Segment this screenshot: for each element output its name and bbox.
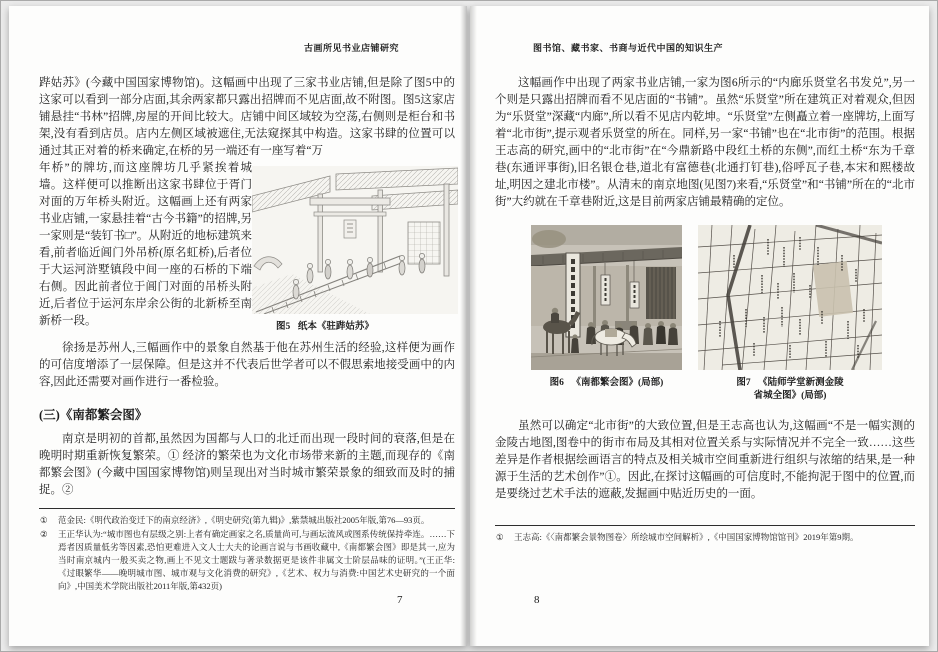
figure-5	[252, 166, 458, 334]
footnote-text: 王志高:《〈南都繁会景物图卷〉所绘城市空间解析》,《中国国家博物馆馆刊》2019年第9期。	[514, 532, 859, 542]
figure5-title: 纸本《驻跸姑苏》	[297, 322, 374, 332]
footnote-divider	[39, 508, 455, 509]
right-page	[470, 6, 929, 646]
page-number-7: 7	[397, 594, 403, 606]
paragraph-location: 虽然可以确定“北市街”的大致位置,但是王志高也认为,这幅画“不是一幅实测的金陵古地图,图卷中的街市布局及其相对位置关系与实际情况并不完全一致……这些差异是作者根据绘画语言的特点及相关城市空间重新进行组织与浓缩的结果,是一种源于生活的艺术创作”①。因此,在探讨这幅画的可信度时,不能拘泥于图中的位置,而是要绕过艺术手法的遮蔽,发掘画中贴近历史的一面。	[495, 420, 915, 500]
paragraph-beside-figure: 年桥”的牌坊,而这座牌坊几乎紧挨着城墙。这样便可以推断出这家书肆位于胥门对面的万年桥头附近。这幅画上还有两家书业店铺,一家悬挂着“古今书籍”的招牌,另一家则是“装钉书□”。从附近的地标建筑来看,前者临近阊门外吊桥(原名虹桥),后者位于大运河浒墅镇段中间一座的石桥的下端右侧。因此前者位于阊门对面的吊桥头附近,后者位于运河东岸余公街的北新桥至南新桥一段。	[39, 162, 252, 327]
figure5-caption	[252, 321, 458, 334]
section-heading: (三)《南都繁会图》	[39, 408, 148, 422]
running-head-left: 古画所见书业店铺研究	[303, 43, 399, 53]
paragraph-two-shops: 这幅画作中出现了两家书业店铺,一家为图6所示的“内廊乐贤堂名书发兑”,另一个则是只露出招牌而看不见店面的“书铺”。虽然“乐贤堂”所在建筑正对着观众,但因为“乐贤堂”深藏“内廊”,所以看不见店内乾坤。“乐贤堂”左侧矗立着一座牌坊,上面写着“北市街”,提示观者乐贤堂的所在。同样,另一家“书铺”也在“北市街”的范围。根据王志高的研究,画中的“北市街”在“今鼎新路中段红土桥的东侧”,而红土桥“东为千章巷(东通评事街),旧名银仓巷,道北有富德巷(北通打钉巷),俗呼瓦子巷,本宋和熙楼故址,明因之建北市楼”。从清末的南京地图(见图7)来看,“乐贤堂”和“书铺”所在的“北市街”大约就在千章巷附近,这是目前两家店铺最精确的定位。	[495, 77, 915, 208]
footnote-1	[495, 531, 915, 544]
figure6-title: 《南都繁会图》(局部)	[571, 378, 664, 388]
figure6-label: 图6	[549, 378, 564, 388]
figure-7	[698, 225, 882, 403]
figures-row	[531, 225, 915, 403]
figure6-caption	[531, 377, 682, 390]
figure6-painting-image	[531, 225, 682, 370]
figure5-engraving-image	[252, 166, 458, 314]
figure7-title-line1: 《陆师学堂新测金陵	[758, 378, 844, 388]
figure7-caption	[698, 377, 882, 403]
paragraph-nanjing: 南京是明初的首都,虽然因为国都与人口的北迁而出现一段时间的衰落,但是在晚明时期重新恢复繁荣。① 经济的繁荣也为文化市场带来新的主题,而现存的《南都繁会图》(今藏中国国家博物馆)则呈现出对当时城市繁荣景象的细致而及时的捕捉。②	[39, 433, 455, 496]
footnote-divider	[495, 525, 915, 526]
page-number-8: 8	[534, 594, 540, 606]
footnote-1	[39, 514, 455, 527]
footnote-marker: ①	[496, 532, 504, 542]
figure-6	[531, 225, 682, 403]
footnote-marker: ①	[40, 515, 48, 525]
footnote-marker: ②	[40, 529, 48, 539]
figure7-label: 图7	[736, 378, 751, 388]
left-page	[9, 6, 467, 646]
running-head-right: 图书馆、藏书家、书商与近代中国的知识生产	[533, 43, 724, 53]
figure7-map-image	[698, 225, 882, 370]
footnote-text: 王正华认为:“城市图也有层级之别:上者有确定画家之名,质量尚可,与画坛流风或图系传统保持牵连。……下焉者因质量低劣等因素,恐怕更难进入文人士大夫的论画言说与书画收藏中,《南都繁会图》即是其一,应为当时南京城内一般买卖之物,画上不见文士题跋与著录数据更是该件非属文士阶层品味的证明。”(王正华:《过眼繁华——晚明城市图、城市观与文化消费的研究》,《艺术、权力与消费:中国艺术史研究的一个面向》,中国美术学院出版社2011年版,第432页)	[58, 529, 455, 591]
footnote-text: 范金民:《明代政治变迁下的南京经济》,《明史研究(第九辑)》,紫禁城出版社2005年版,第76—93页。	[58, 515, 430, 525]
text-and-figure-row	[39, 160, 455, 334]
paragraph-continued: 跸姑苏》(今藏中国国家博物馆)。这幅画中出现了三家书业店铺,但是除了图5中的这家可以看到一部分店面,其余两家都只露出招牌而不见店面,故不附图。图5这家店铺悬挂“书林”招牌,房屋的开间比较大。店铺中间区域较为空荡,右侧则是柜台和书架,没有看到店员。店内左侧区域被遮住,无法窥探其中构造。这家书肆的位置可以通过其正对着的桥来确定,在桥的另一端还有一座写着“万	[39, 77, 455, 157]
figure5-label: 图5	[276, 322, 291, 332]
figure7-title-line2: 省城全图》(局部)	[753, 391, 827, 401]
paragraph-xuyang: 徐扬是苏州人,三幅画作中的景象自然基于他在苏州生活的经验,这样便为画作的可信度增添了一层保障。但是这并不代表后世学者可以不假思索地接受画中的内容,因此还需要对画作进行一番检验。	[39, 342, 455, 388]
footnote-2	[39, 528, 455, 593]
